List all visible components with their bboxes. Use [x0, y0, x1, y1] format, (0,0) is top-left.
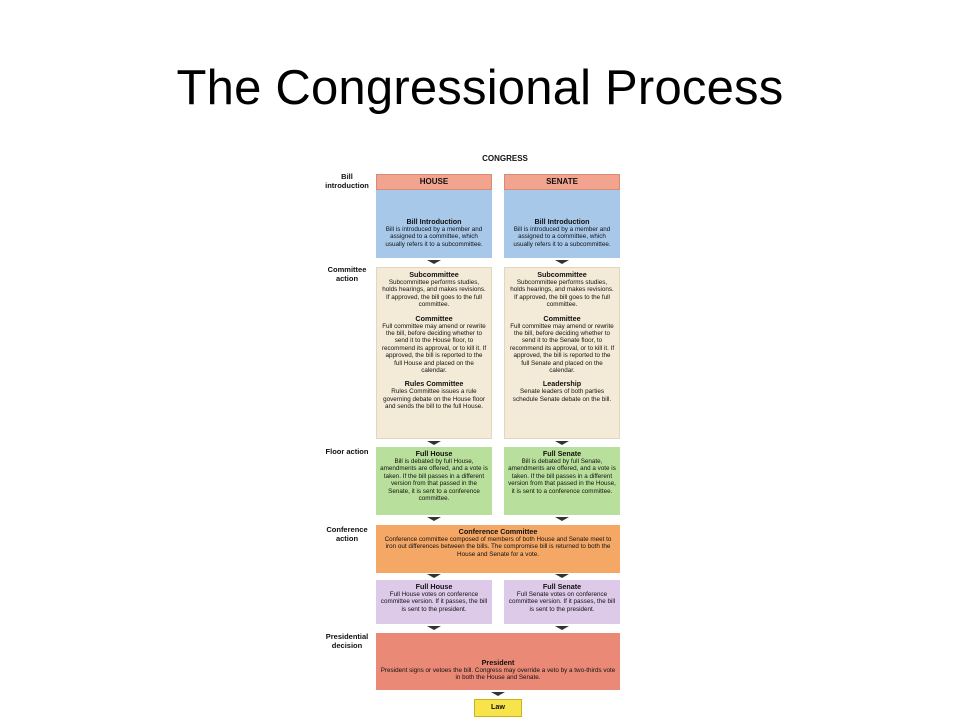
senate-intro-body: Bill is introduced by a member and assigned to a committee, which usually refers it to a subcommittee.	[513, 226, 611, 248]
house-rules-committee-body: Rules Committee issues a rule governing debate on the House floor and sends the bill to the full House.	[383, 388, 485, 411]
stage-label-presidential-decision: Presidential decision	[325, 632, 369, 650]
house-final-vote-box	[376, 580, 492, 624]
senate-header: SENATE	[504, 174, 620, 190]
senate-floor-action-box	[504, 447, 620, 515]
arrow-down-icon	[555, 441, 569, 445]
stage-label-bill-introduction: Bill introduction	[325, 172, 369, 190]
house-floor-action-box	[376, 447, 492, 515]
senate-leadership-body: Senate leaders of both parties schedule Senate debate on the bill.	[512, 388, 612, 403]
arrow-down-icon	[555, 260, 569, 264]
house-subcommittee-title: Subcommittee	[409, 270, 459, 279]
law-label: Law	[491, 702, 505, 711]
arrow-down-icon	[555, 626, 569, 630]
president-title: President	[481, 658, 515, 667]
conference-committee-body: Conference committee composed of members of both House and Senate meet to iron out differences between the bills. The compromise bill is returned to both the House and Senate for a vote.	[384, 536, 612, 558]
senate-subcommittee-body: Subcommittee performs studies, holds hearings, and makes revisions. If approved, the bill goes to the full committee.	[510, 279, 614, 309]
senate-bill-introduction-box	[504, 190, 620, 258]
congress-heading: CONGRESS	[482, 154, 528, 163]
law-box	[474, 699, 522, 717]
senate-full-senate-title: Full Senate	[542, 449, 582, 458]
house-subcommittee-body: Subcommittee performs studies, holds hearings, and makes revisions. If approved, the bill goes to the full committee.	[382, 279, 486, 309]
senate-committee-action-box	[504, 267, 620, 439]
senate-intro-title: Bill Introduction	[534, 217, 590, 226]
arrow-down-icon	[427, 260, 441, 264]
house-final-vote-body: Full House votes on conference committee version. If it passes, the bill is sent to the president.	[380, 591, 488, 613]
arrow-down-icon	[427, 441, 441, 445]
conference-committee-box	[376, 525, 620, 573]
president-box	[376, 633, 620, 690]
house-intro-body: Bill is introduced by a member and assigned to a committee, which usually refers it to a subcommittee.	[385, 226, 483, 248]
stage-label-floor-action: Floor action	[325, 447, 369, 456]
house-intro-title: Bill Introduction	[406, 217, 462, 226]
house-committee-title: Committee	[415, 313, 453, 323]
arrow-down-icon	[555, 574, 569, 578]
congressional-process-diagram	[320, 150, 630, 720]
senate-final-vote-body: Full Senate votes on conference committee version. If it passes, the bill is sent to the president.	[508, 591, 616, 613]
house-committee-action-box	[376, 267, 492, 439]
senate-full-senate-body: Bill is debated by full Senate, amendments are offered, and a vote is taken. If the bill passes in a different version from that passed in the House, it is sent to a conference committee.	[508, 458, 616, 495]
arrow-down-icon	[427, 517, 441, 521]
senate-final-vote-box	[504, 580, 620, 624]
senate-leadership-title: Leadership	[542, 379, 582, 389]
stage-label-committee-action: Committee action	[327, 265, 367, 283]
arrow-down-icon	[427, 574, 441, 578]
senate-committee-title: Committee	[543, 313, 581, 323]
president-body: President signs or vetoes the bill. Congress may override a veto by a two-thirds vote in both the House and Senate.	[380, 667, 616, 682]
house-full-house-title: Full House	[415, 449, 453, 458]
arrow-down-icon	[427, 626, 441, 630]
senate-subcommittee-title: Subcommittee	[537, 270, 587, 279]
senate-committee-body: Full committee may amend or rewrite the bill, before deciding whether to send it to the Senate floor, to recommend its approval, or to kill it. If approved, the bill is reported to the full Senate and placed on the calendar.	[509, 322, 615, 375]
house-committee-body: Full committee may amend or rewrite the bill, before deciding whether to send it to the House floor, to recommend its approval, or to kill it. If approved, the bill is reported to the full House and placed on the calendar.	[381, 322, 487, 375]
arrow-down-icon	[491, 692, 505, 696]
conference-committee-title: Conference Committee	[458, 527, 538, 536]
house-bill-introduction-box	[376, 190, 492, 258]
senate-final-vote-title: Full Senate	[542, 582, 582, 591]
arrow-down-icon	[555, 517, 569, 521]
slide-title: The Congressional Process	[176, 61, 784, 115]
stage-label-conference-action: Conference action	[326, 525, 368, 543]
house-header: HOUSE	[376, 174, 492, 190]
house-rules-committee-title: Rules Committee	[404, 379, 464, 389]
house-full-house-body: Bill is debated by full House, amendments are offered, and a vote is taken. If the bill passes in a different version from that passed in the Senate, it is sent to a conference committee.	[380, 458, 488, 503]
house-final-vote-title: Full House	[415, 582, 453, 591]
